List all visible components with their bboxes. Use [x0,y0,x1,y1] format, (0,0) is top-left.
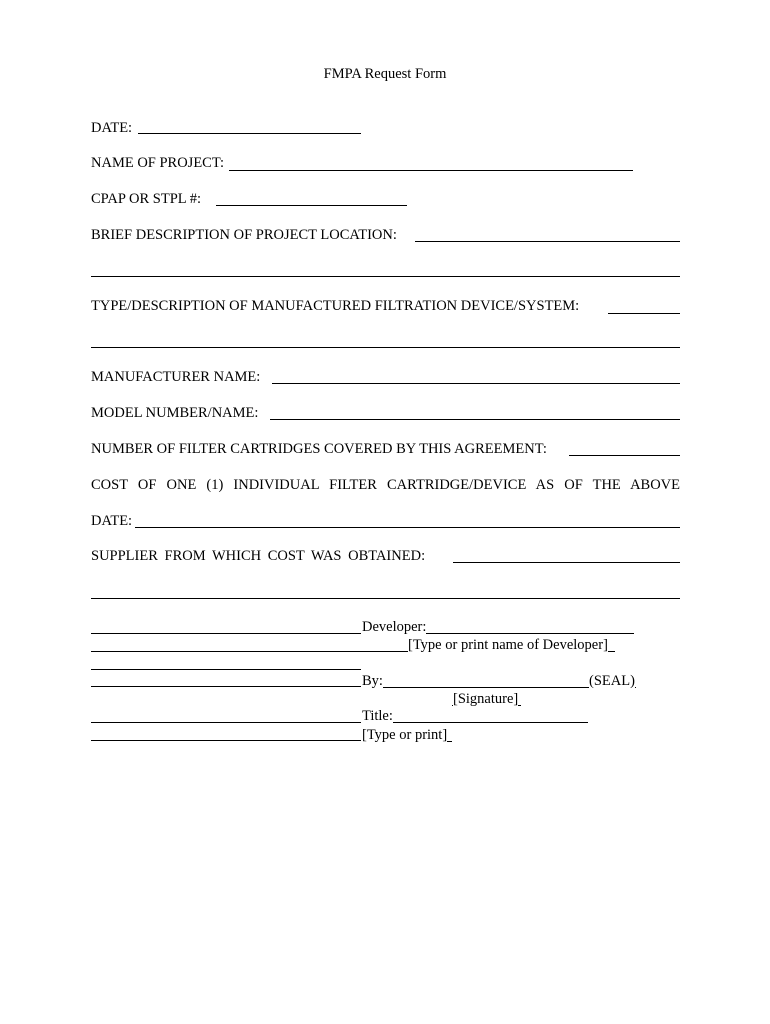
title-input-line[interactable] [362,722,588,723]
device-type-input-line[interactable] [608,313,680,314]
location-input-line-2[interactable] [91,276,680,277]
cost-word: OF [564,477,583,493]
manufacturer-input-line[interactable] [272,383,680,384]
seal-label: (SEAL) [589,673,635,689]
cost-word: THE [592,477,621,493]
cost-word: COST [91,477,128,493]
cost-word: CARTRIDGE/DEVICE [387,477,527,493]
cost-word: ONE [166,477,197,493]
location-label: BRIEF DESCRIPTION OF PROJECT LOCATION: [91,227,397,243]
cartridges-label: NUMBER OF FILTER CARTRIDGES COVERED BY THIS AGREEMENT: [91,441,547,457]
supplier-input-line-2[interactable] [91,598,680,599]
project-name-label: NAME OF PROJECT: [91,155,225,171]
signature-line-3[interactable] [91,669,361,670]
title-hint: [Type or print] [362,727,448,743]
device-type-label: TYPE/DESCRIPTION OF MANUFACTURED FILTRATION DEVICE/SYSTEM: [91,298,580,314]
cost-word: OF [137,477,157,493]
signature-line-1[interactable] [91,633,361,634]
supplier-label: SUPPLIER FROM WHICH COST WAS OBTAINED: [91,548,426,564]
form-title: FMPA Request Form [323,66,447,82]
developer-label: Developer: [362,619,427,635]
signature-line-5[interactable] [91,722,361,723]
cost-word: INDIVIDUAL [233,477,320,493]
date-input-line[interactable] [138,133,361,134]
model-input-line[interactable] [270,419,680,420]
date-label: DATE: [91,120,133,136]
location-input-line[interactable] [415,241,680,242]
developer-hint: [Type or print name of Developer] [408,637,608,653]
model-label: MODEL NUMBER/NAME: [91,405,259,421]
manufacturer-label: MANUFACTURER NAME: [91,369,261,385]
cost-word: ABOVE [630,477,681,493]
cost-date-label: DATE: [91,513,133,529]
signature-line-2[interactable] [91,651,361,652]
cost-label [91,477,680,493]
cost-date-input-line[interactable] [135,527,680,528]
signature-line-6[interactable] [91,740,361,741]
cpap-input-line[interactable] [216,205,407,206]
device-type-input-line-2[interactable] [91,347,680,348]
cost-word: (1) [206,477,224,493]
project-name-input-line[interactable] [229,170,633,171]
cpap-label: CPAP OR STPL #: [91,191,202,207]
title-label: Title: [362,708,393,724]
supplier-input-line[interactable] [453,562,680,563]
signature-line-4[interactable] [91,686,361,687]
by-label: By: [362,673,383,689]
cartridges-input-line[interactable] [569,455,680,456]
cost-word: AS [535,477,555,493]
cost-word: FILTER [329,477,377,493]
signature-hint: [Signature] [453,691,519,707]
